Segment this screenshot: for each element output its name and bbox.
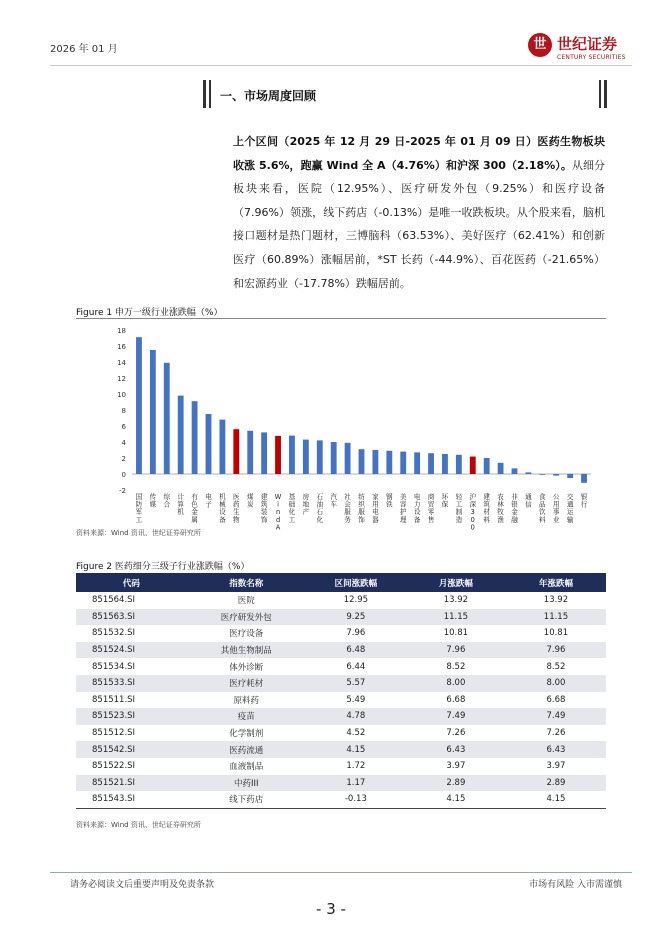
x-tick-label: 商贸零售: [427, 493, 435, 524]
x-tick-label: 社会服务: [344, 493, 351, 524]
bar: [275, 436, 281, 474]
cell-month: 13.92: [443, 595, 469, 606]
cell-period: 7.96: [346, 628, 366, 639]
x-tick-label: 国防军工: [135, 493, 143, 524]
industry-bar-chart: [76, 320, 606, 532]
cell-code: 851542.SI: [76, 741, 187, 758]
bar: [150, 350, 156, 474]
bar: [247, 431, 253, 474]
bar: [581, 474, 587, 483]
table-row: [76, 642, 606, 659]
x-tick-label: 煤炭: [246, 493, 254, 509]
x-tick-label: 石油石化: [316, 493, 324, 524]
table-row: [76, 775, 606, 792]
bar: [303, 440, 309, 474]
cell-period: 5.49: [346, 694, 366, 705]
section-title: 一、市场周度回顾: [220, 89, 317, 103]
bar: [539, 474, 545, 475]
bar: [372, 450, 378, 474]
bar: [456, 455, 462, 474]
cell-period: 5.57: [306, 675, 406, 692]
cell-name: 医院: [237, 596, 255, 607]
bar: [331, 442, 337, 474]
cell-month: 7.49: [406, 708, 506, 725]
cell-name: 中药III: [187, 775, 306, 792]
cell-period: 4.15: [306, 741, 406, 758]
bar: [442, 454, 448, 474]
x-tick-label: 环保: [441, 493, 449, 509]
cell-period: 6.48: [306, 642, 406, 659]
cell-name: 线下药店: [187, 791, 306, 808]
y-tick-label: -2: [119, 487, 126, 495]
cell-code: 851523.SI: [76, 708, 187, 725]
brand-name: 世纪证券: [557, 35, 618, 53]
cell-month: 7.96: [406, 642, 506, 659]
y-tick-label: 12: [117, 375, 126, 383]
figure1-title: Figure 1 申万一级行业涨跌幅（%）: [76, 308, 223, 318]
bar: [414, 452, 420, 474]
cell-month: 2.89: [406, 775, 506, 792]
cell-month: 6.68: [446, 694, 466, 705]
cell-year: 11.15: [506, 609, 606, 626]
table-row: [76, 592, 606, 609]
x-tick-label: W i n d A: [274, 493, 282, 532]
cell-name: 原料药: [233, 695, 259, 706]
cell-code: 851533.SI: [76, 675, 187, 692]
x-tick-label: 家用电器: [372, 493, 379, 524]
header-divider: [50, 65, 632, 66]
table-header-row: [76, 573, 606, 592]
cell-year: 7.49: [506, 708, 606, 725]
x-tick-label: 传媒: [149, 493, 157, 509]
col-code: 代码: [76, 573, 187, 592]
cell-month: 6.43: [406, 741, 506, 758]
figure2-source: 资料来源：Wind 资讯、世纪证券研究所: [76, 821, 201, 829]
bar: [359, 449, 365, 474]
cell-month: 11.15: [406, 609, 506, 626]
cell-name: 其他生物制品: [187, 642, 306, 659]
table-row: [76, 658, 606, 675]
x-tick-label: 通信: [525, 493, 532, 509]
bar: [233, 429, 239, 474]
cell-period: 6.44: [346, 661, 366, 672]
bar: [178, 396, 184, 474]
cell-name: 医疗耗材: [187, 675, 306, 692]
x-tick-label: 机械设备: [219, 493, 226, 524]
y-tick-label: 2: [121, 455, 126, 463]
cell-name: 化学制剂: [229, 729, 264, 740]
figure1-rule: [76, 318, 606, 319]
cell-period: 4.52: [346, 728, 366, 739]
cell-code: 851563.SI: [76, 609, 187, 626]
x-tick-label: 房地产: [302, 493, 310, 517]
table-row: [76, 609, 606, 626]
bar: [498, 463, 504, 474]
cell-name: 医药流通: [187, 741, 306, 758]
table-row: [76, 675, 606, 692]
cell-code: 851564.SI: [92, 595, 136, 606]
x-tick-label: 交通运输: [566, 493, 574, 524]
bar: [400, 452, 406, 474]
cell-code: 851512.SI: [92, 728, 136, 739]
x-tick-label: 农林牧渔: [497, 493, 504, 524]
section-heading-box: [203, 80, 607, 108]
x-tick-label: 轻工制造: [455, 493, 463, 524]
figure1-source: 资料来源：Wind 资讯、世纪证券研究所: [76, 529, 201, 537]
table-row: [76, 741, 606, 758]
cell-code: 851534.SI: [92, 661, 136, 672]
bar: [136, 337, 142, 474]
bar: [164, 363, 170, 474]
table-row: [76, 692, 606, 709]
cell-month: 7.26: [446, 728, 466, 739]
cell-month: 8.52: [446, 661, 466, 672]
y-tick-label: 8: [121, 407, 126, 415]
col-period: 区间涨跌幅: [306, 573, 406, 592]
x-tick-label: 电子: [205, 493, 212, 509]
cell-month: 4.15: [406, 791, 506, 808]
bar: [206, 414, 212, 474]
cell-code: 851524.SI: [76, 642, 187, 659]
cell-period: 12.95: [343, 595, 369, 606]
x-tick-label: 电力设备: [413, 493, 421, 524]
cell-code: 851522.SI: [92, 761, 136, 772]
cell-name: 血液制品: [229, 762, 264, 773]
cell-year: 8.52: [546, 661, 566, 672]
x-tick-label: 医药生物: [233, 493, 240, 524]
cell-period: 4.78: [306, 708, 406, 725]
cell-name: 体外诊断: [229, 662, 264, 673]
bar: [428, 453, 434, 474]
bar: [512, 468, 518, 474]
x-tick-label: 建筑材料: [483, 493, 490, 524]
cell-year: 7.96: [506, 642, 606, 659]
brand-name-en: CENTURY SECURITIES: [557, 54, 626, 61]
cell-year: 10.81: [543, 628, 569, 639]
cell-month: 3.97: [446, 761, 466, 772]
cell-year: 13.92: [543, 595, 569, 606]
table-row: [76, 625, 606, 642]
cell-name: 医疗研发外包: [187, 609, 306, 626]
x-tick-label: 非银金融: [511, 493, 518, 524]
cell-year: 2.89: [506, 775, 606, 792]
col-month: 月涨跌幅: [406, 573, 506, 592]
col-name: 指数名称: [187, 573, 306, 592]
bar: [484, 458, 490, 474]
bar: [345, 443, 351, 474]
y-tick-label: 4: [121, 439, 126, 447]
cell-period: -0.13: [306, 791, 406, 808]
cell-year: 6.68: [546, 694, 566, 705]
bar: [567, 474, 573, 478]
table-row: [76, 791, 606, 808]
cell-period: 1.72: [346, 761, 366, 772]
bar: [553, 474, 559, 476]
footer-risk-note: 市场有风险 入市需谨慎: [529, 880, 622, 890]
summary-paragraph: [233, 130, 605, 295]
cell-year: 6.43: [506, 741, 606, 758]
bar: [219, 420, 225, 474]
report-date: 2026 年 01 月: [50, 44, 118, 55]
table-row: [76, 708, 606, 725]
y-tick-label: 18: [117, 327, 126, 335]
figure2-title: Figure 2 医药细分三级子行业涨跌幅（%）: [76, 562, 250, 572]
table-row: [76, 758, 606, 775]
cell-month: 10.81: [443, 628, 469, 639]
x-tick-label: 汽车: [330, 493, 337, 509]
cell-period: 1.17: [306, 775, 406, 792]
y-tick-label: 16: [117, 343, 126, 351]
x-tick-label: 建筑装饰: [260, 493, 268, 524]
x-tick-label: 公用事业: [552, 493, 560, 524]
cell-name: 疫苗: [187, 708, 306, 725]
x-tick-label: 沪深 3 0 0: [469, 493, 477, 532]
cell-name: 医疗设备: [229, 629, 264, 640]
brand-logo: [528, 33, 632, 67]
bar: [192, 401, 198, 474]
bar: [261, 432, 267, 474]
subindustry-table: [76, 573, 606, 809]
table-row: [76, 725, 606, 742]
cell-year: 3.97: [546, 761, 566, 772]
cell-period: 9.25: [306, 609, 406, 626]
cell-code: 851511.SI: [92, 694, 136, 705]
page-number: - 3 -: [316, 900, 346, 918]
col-year: 年涨跌幅: [506, 573, 606, 592]
x-tick-label: 食品饮料: [539, 493, 546, 524]
footer-divider: [50, 872, 632, 873]
y-tick-label: 10: [117, 391, 126, 399]
bar: [317, 440, 323, 474]
cell-month: 8.00: [406, 675, 506, 692]
bar: [525, 472, 531, 474]
cell-year: 4.15: [506, 791, 606, 808]
bar: [386, 451, 392, 474]
cell-code: 851543.SI: [76, 791, 187, 808]
bar: [289, 436, 295, 474]
x-tick-label: 计算机: [177, 493, 184, 517]
bar: [470, 457, 476, 474]
cell-year: 7.26: [546, 728, 566, 739]
x-tick-label: 综合: [163, 493, 171, 509]
x-tick-label: 银行: [580, 493, 588, 509]
cell-year: 8.00: [506, 675, 606, 692]
brand-mark-icon: 世: [528, 33, 552, 57]
footer-disclaimer: 请务必阅读文后重要声明及免责条款: [70, 880, 215, 890]
summary-bold: 上个区间（2025 年 12 月 29 日-2025 年 01 月 09 日）医药生物板块收涨 5.6%，跑赢 Wind 全 A（4.76%）和沪深 300（2.18%）。: [233, 135, 605, 172]
x-tick-label: 纺织服饰: [358, 493, 365, 524]
y-tick-label: 6: [121, 423, 126, 431]
x-tick-label: 钢铁: [386, 493, 393, 509]
y-tick-label: 0: [121, 471, 126, 479]
x-tick-label: 基础化工: [288, 493, 296, 524]
x-tick-label: 有色金属: [191, 493, 198, 524]
summary-text: 从细分板块来看，医院（12.95%）、医疗研发外包（9.25%）和医疗设备（7.96%）领涨，线下药店（-0.13%）是唯一收跌板块。从个股来看，脑机接口题材是热门题材，三博脑科（63.53%）、美好医疗（62.41%）和创新医疗（60.89%）涨幅居前，*ST 长药（-44.9%）、百花医药（-21.65%）和宏源药业（-17.78%）跌幅居前。: [233, 158, 606, 290]
cell-code: 851521.SI: [76, 775, 187, 792]
y-tick-label: 14: [117, 359, 126, 367]
cell-code: 851532.SI: [92, 628, 136, 639]
x-tick-label: 美容护理: [399, 493, 407, 524]
